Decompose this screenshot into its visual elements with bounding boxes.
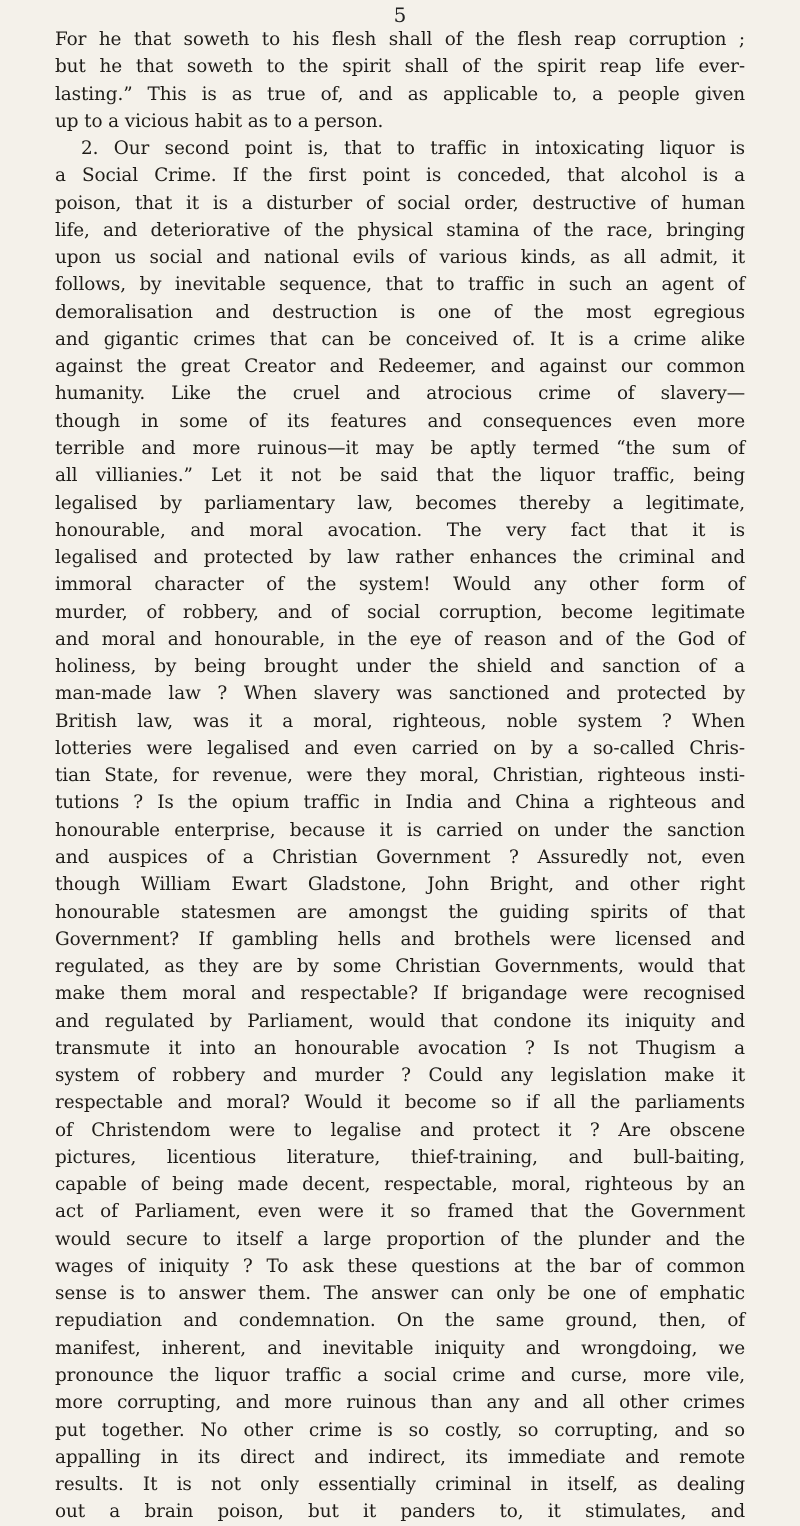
- text-line: would secure to itself a large proportion of the plunder and the: [55, 1228, 745, 1250]
- text-line: lasting.” This is as true of, and as applicable to, a people given: [55, 83, 745, 105]
- text-line: and gigantic crimes that can be conceived of. It is a crime alike: [55, 328, 745, 350]
- text-line: sense is to answer them. The answer can only be one of emphatic: [55, 1283, 745, 1305]
- text-line: of Christendom were to legalise and protect it ? Are obscene: [55, 1119, 745, 1141]
- text-line: act of Parliament, even were it so framed that the Government: [55, 1201, 745, 1223]
- text-line: though William Ewart Gladstone, John Bright, and other right: [55, 874, 745, 896]
- text-line: legalised and protected by law rather enhances the criminal and: [55, 547, 745, 569]
- text-line: pictures, licentious literature, thief-training, and bull-baiting,: [55, 1146, 745, 1168]
- text-line: system of robbery and murder ? Could any legislation make it: [55, 1065, 745, 1087]
- text-line: though in some of its features and consequences even more: [55, 410, 745, 432]
- text-line: demoralisation and destruction is one of the most egregious: [55, 301, 745, 323]
- text-line: tian State, for revenue, were they moral, Christian, righteous insti-: [55, 765, 745, 787]
- text-line: and moral and honourable, in the eye of reason and of the God of: [55, 628, 745, 650]
- text-line: immoral character of the system! Would any other form of: [55, 574, 745, 596]
- text-line: British law, was it a moral, righteous, noble system ? When: [55, 710, 745, 732]
- text-line: lotteries were legalised and even carried on by a so-called Chris-: [55, 737, 745, 759]
- text-line: out a brain poison, but it panders to, it stimulates, and: [55, 1501, 745, 1523]
- text-line: pronounce the liquor traffic a social crime and curse, more vile,: [55, 1365, 745, 1387]
- text-line: up to a vicious habit as to a person.: [55, 110, 384, 132]
- text-line: legalised by parliamentary law, becomes thereby a legitimate,: [55, 492, 745, 514]
- text-line: capable of being made decent, respectable, moral, righteous by an: [55, 1174, 745, 1196]
- text-line: respectable and moral? Would it become so if all the parliaments: [55, 1092, 745, 1114]
- text-line: make them moral and respectable? If brigandage were recognised: [55, 983, 745, 1005]
- page-body-text: [55, 26, 745, 1526]
- text-line: honourable statesmen are amongst the guiding spirits of that: [55, 901, 745, 923]
- text-line: terrible and more ruinous—it may be aptly termed “the sum of: [55, 437, 745, 459]
- text-line: more corrupting, and more ruinous than any and all other crimes: [55, 1392, 745, 1414]
- text-line: against the great Creator and Redeemer, and against our common: [55, 356, 745, 378]
- text-line: follows, by inevitable sequence, that to traffic in such an agent of: [55, 274, 745, 296]
- text-line: man-made law ? When slavery was sanctioned and protected by: [55, 683, 745, 705]
- text-line: manifest, inherent, and inevitable iniquity and wrongdoing, we: [55, 1337, 745, 1359]
- text-line: holiness, by being brought under the shield and sanction of a: [55, 656, 745, 678]
- text-line: repudiation and condemnation. On the same ground, then, of: [55, 1310, 745, 1332]
- text-line: results. It is not only essentially criminal in itself, as dealing: [55, 1474, 745, 1496]
- text-line: transmute it into an honourable avocation ? Is not Thugism a: [55, 1037, 745, 1059]
- text-line: honourable, and moral avocation. The very fact that it is: [55, 519, 745, 541]
- text-line: upon us social and national evils of various kinds, as all admit, it: [55, 247, 745, 269]
- text-line: murder, of robbery, and of social corruption, become legitimate: [55, 601, 745, 623]
- text-line: Government? If gambling hells and brothels were licensed and: [55, 928, 745, 950]
- page-number: 5: [393, 3, 407, 27]
- text-line: a Social Crime. If the first point is conceded, that alcohol is a: [55, 165, 745, 187]
- text-line: For he that soweth to his flesh shall of the flesh reap corruption ;: [55, 29, 745, 50]
- text-line: tutions ? Is the opium traffic in India and China a righteous and: [55, 792, 745, 814]
- text-line: honourable enterprise, because it is carried on under the sanction: [55, 819, 745, 841]
- text-line: put together. No other crime is so costly, so corrupting, and so: [55, 1419, 745, 1441]
- text-line: all villianies.” Let it not be said that the liquor traffic, being: [55, 465, 745, 487]
- text-line: humanity. Like the cruel and atrocious crime of slavery—: [55, 383, 745, 405]
- text-line: life, and deteriorative of the physical stamina of the race, bringing: [55, 219, 745, 241]
- text-line: poison, that it is a disturber of social order, destructive of human: [55, 192, 745, 214]
- text-line: appalling in its direct and indirect, its immediate and remote: [55, 1446, 745, 1468]
- text-line: and regulated by Parliament, would that condone its iniquity and: [55, 1010, 745, 1032]
- text-line: and auspices of a Christian Government ? Assuredly not, even: [55, 846, 745, 868]
- text-line: wages of iniquity ? To ask these questions at the bar of common: [55, 1255, 745, 1277]
- paragraph-start-line: 2. Our second point is, that to traffic in intoxicating liquor is: [81, 138, 745, 160]
- text-line: but he that soweth to the spirit shall of the spirit reap life ever-: [55, 56, 745, 78]
- text-line: regulated, as they are by some Christian Governments, would that: [55, 956, 745, 978]
